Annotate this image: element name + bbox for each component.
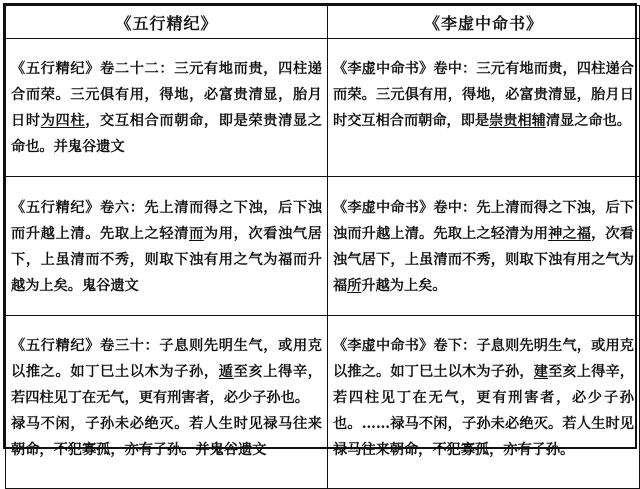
underlined-text: 而: [189, 225, 204, 242]
comparison-table-frame: [3, 3, 637, 458]
table-cell-right: [328, 39, 640, 177]
underlined-text: 崇贵相辅: [489, 113, 546, 130]
comparison-table: [5, 5, 640, 489]
text-segment: 至亥上得辛，若四柱见丁在无气，更有刑害者，必少子孙也。: [11, 363, 322, 406]
table-cell-left: [6, 39, 328, 177]
text-segment: ，次看浊气居下，上虽清而不秀，则取下浊有用之气为福: [333, 225, 634, 294]
table-row: [6, 315, 640, 488]
text-segment: 《李虚中命书》卷中：先上清而得之下浊，后下浊而升越上清。先取上之轻清为用: [333, 199, 634, 242]
cell-text: [333, 56, 634, 134]
underlined-text: 为四柱: [40, 113, 86, 130]
table-cell-right: [328, 315, 640, 488]
text-segment: 升越为上矣。: [361, 277, 447, 294]
header-cell-li-xuzhong-mingshu: [328, 6, 640, 39]
cell-text: [333, 333, 634, 463]
cell-text: [11, 333, 322, 463]
column-title-li-xuzhong-mingshu: 《李虚中命书》: [423, 13, 543, 33]
header-cell-wuxing-jingji: [6, 6, 328, 39]
text-segment: 《五行精纪》卷三十：子息则先明生气，或用克以推之。如丁巳土以木为子孙，: [11, 337, 322, 380]
table-row: [6, 177, 640, 315]
table-cell-right: [328, 177, 640, 315]
cell-text: [333, 195, 634, 299]
underlined-text: 遁: [218, 363, 234, 380]
text-segment: 《五行精纪》卷六：先上清而得之下浊，后下浊而升越上清。先取上之轻清: [11, 199, 322, 242]
header-row: [6, 6, 640, 39]
table-row: [6, 39, 640, 177]
text-segment: 《李虚中命书》卷中：三元有地而贵，四柱递合而荣。三元俱有用，得地，必富贵清显，胎月日时交互相合而朝命，即是: [333, 61, 634, 130]
cell-text: [11, 195, 322, 299]
text-segment: 禄马不闲，子孙未必绝灭。若人生时见禄马往来朝命，不犯寡孤，亦有子孙。并鬼谷遗文: [11, 415, 322, 458]
column-title-wuxing-jingji: 《五行精纪》: [115, 13, 218, 33]
underlined-text: 建: [533, 363, 549, 380]
text-segment: ，交互相合而朝命，即是荣贵清显之命也。并鬼谷遗文: [11, 113, 322, 156]
text-segment: 清显之命也。: [545, 113, 631, 130]
text-segment: 《五行精纪》卷二十二：三元有地而贵，四柱递合而荣。三元俱有用，得地，必富贵清显，胎月日时: [11, 61, 322, 130]
cell-text: [11, 56, 322, 160]
text-segment: 至亥上得辛，若四柱见丁在无气，更有刑害者，必少子孙也。……禄马不闲，子孙未必绝灭。若人生时见禄马往来朝命，不犯寡孤，亦有子孙。: [333, 363, 634, 458]
table-cell-left: [6, 315, 328, 488]
text-segment: 《李虚中命书》卷下：子息则先明生气，或用克以推之。如丁巳土以木为子孙，: [333, 337, 634, 380]
table-cell-left: [6, 177, 328, 315]
underlined-text: 所: [347, 277, 362, 294]
text-segment: 为用，次看浊气居下，上虽清而不秀，则取下浊有用之气为福而升越为上矣。鬼谷遗文: [11, 225, 322, 294]
underlined-text: 神之福: [548, 225, 592, 242]
